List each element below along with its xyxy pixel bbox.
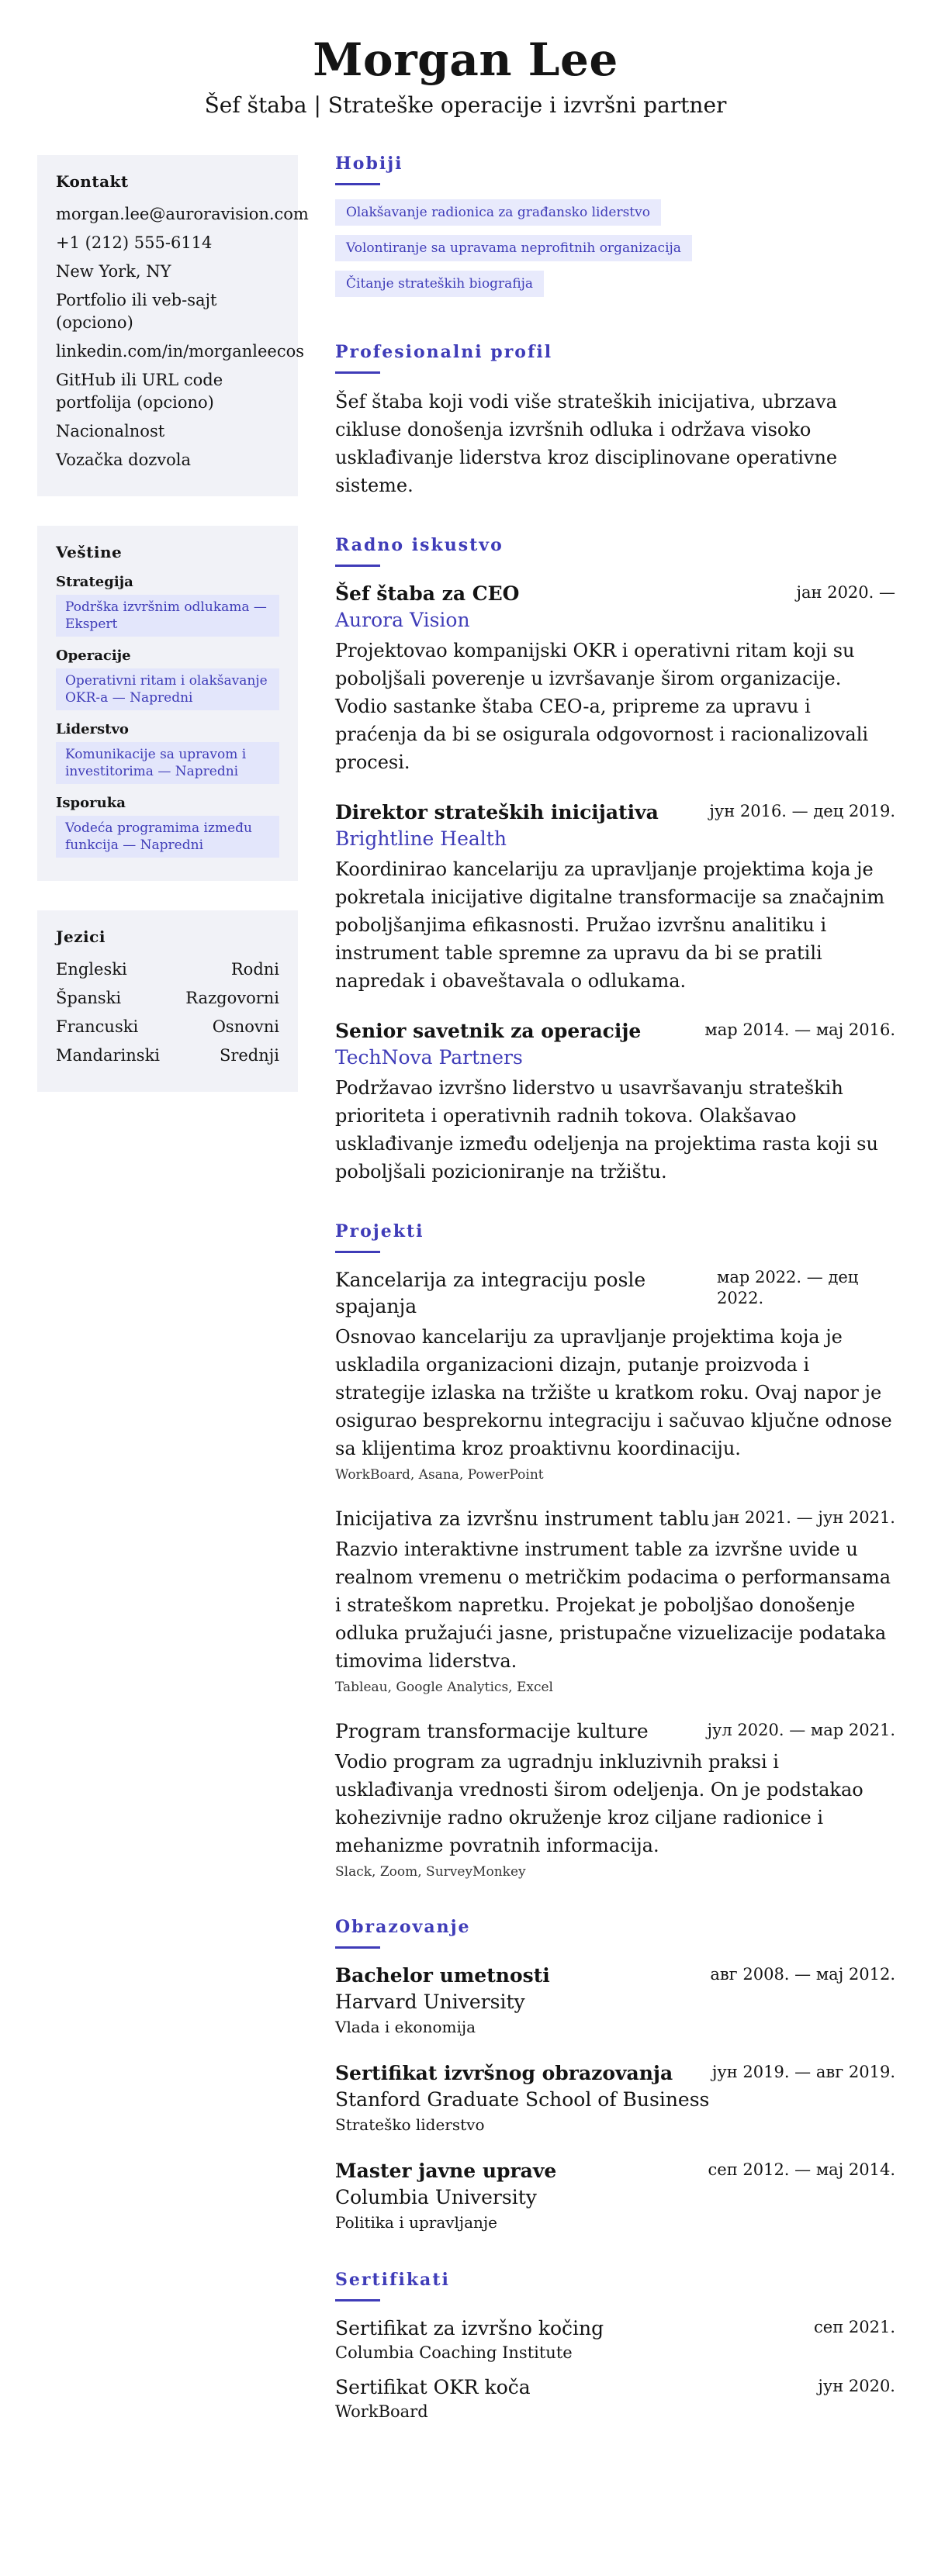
- experience-section: [335, 534, 895, 1186]
- certification-name: Sertifikat OKR koča: [335, 2376, 531, 2398]
- education-date: сеп 2012. — мај 2014.: [708, 2160, 895, 2179]
- section-divider: [335, 183, 380, 185]
- hobby-tag: Čitanje strateških biografija: [335, 271, 544, 297]
- section-divider: [335, 1251, 380, 1253]
- hobbies-section: [335, 152, 895, 306]
- language-level: Srednji: [219, 1046, 279, 1065]
- project-date: јул 2020. — мар 2021.: [707, 1721, 895, 1739]
- skills-title: Veštine: [56, 543, 123, 561]
- skill-group-name: Operacije: [56, 647, 131, 664]
- job-company: TechNova Partners: [335, 1046, 523, 1069]
- education-field: Politika i upravljanje: [335, 2213, 497, 2232]
- certification-date: сеп 2021.: [814, 2318, 895, 2336]
- project-date: мар 2022. — дец 2022.: [717, 1268, 859, 1307]
- project-date: јан 2021. — јун 2021.: [714, 1508, 895, 1527]
- skill-pill: Operativni ritam i olakšavanje OKR-a — Napredni: [56, 668, 279, 710]
- section-divider: [335, 565, 380, 567]
- section-divider: [335, 371, 380, 374]
- section-divider: [335, 1946, 380, 1949]
- education-field: Strateško liderstvo: [335, 2115, 485, 2134]
- experience-title: Radno iskustvo: [335, 535, 504, 555]
- contact-card: [37, 155, 309, 496]
- job-date: јан 2020. —: [796, 583, 895, 602]
- candidate-name: Morgan Lee: [313, 33, 618, 86]
- project-entry: [335, 1718, 895, 1881]
- skill-pill: Komunikacije sa upravom i investitorima — Napredni: [56, 742, 279, 784]
- language-name: Mandarinski: [56, 1046, 161, 1065]
- hobby-tag: Olakšavanje radionica za građansko liderstvo: [335, 199, 661, 226]
- candidate-subtitle: Šef štaba | Strateške operacije i izvršni partner: [204, 92, 727, 118]
- skill-pill: Podrška izvršnim odlukama — Ekspert: [56, 595, 279, 637]
- job-description: Projektovao kompanijski OKR i operativni ritam koji su poboljšali poverenje u izvršavanje širom organizacije. Vodio sastanke štaba CEO-a, pripreme za upravu i praćenja da bi se osigurala odgovornost i racionalizovali procesi.: [335, 640, 869, 773]
- education-section: [335, 1915, 895, 2234]
- project-description: Osnovao kancelariju za upravljanje projektima koja je uskladila organizacioni dizajn, putanje proizvoda i strategije izlaska na tržište u kratkom roku. Ovaj napor je osigurao besprekornu integraciju i sačuvao ključne odnose sa klijentima kroz proaktivnu koordinaciju.: [335, 1326, 892, 1459]
- project-description: Razvio interaktivne instrument table za izvršne uvide u realnom vremenu o metričkim podacima o performansama i strateškom napretku. Projekat je poboljšao donošenje odluka pružajući jasne, pristupačne vizuelizacije podataka timovima liderstva.: [335, 1538, 891, 1672]
- profile-text: Šef štaba koji vodi više strateških inicijativa, ubrzava cikluse donošenja izvršnih odluka i održava visoko usklađivanje liderstva kroz disciplinovane operativne sisteme.: [335, 391, 838, 496]
- education-entry: [335, 1963, 895, 2039]
- education-entry: [335, 2158, 895, 2234]
- certifications-section: [335, 2268, 895, 2422]
- certification-issuer: Columbia Coaching Institute: [335, 2343, 573, 2362]
- job-title: Šef štaba za CEO: [335, 582, 520, 605]
- language-row: [56, 1016, 279, 1038]
- skill-group-name: Strategija: [56, 574, 133, 590]
- job-description: Podržavao izvršno liderstvo u usavršavanju strateških prioriteta i operativnih radnih tokova. Olakšavao usklađivanje između odeljenja na projektima rasta koji su poboljšali pozicioniranje na tržištu.: [335, 1077, 878, 1183]
- education-school: Columbia University: [335, 2186, 537, 2208]
- profile-title: Profesionalni profil: [335, 342, 553, 362]
- languages-card: [37, 910, 298, 1092]
- contact-phone[interactable]: +1 (212) 555-6114: [56, 233, 213, 252]
- certification-issuer: WorkBoard: [335, 2402, 428, 2421]
- education-entry: [335, 2060, 895, 2136]
- project-entry: [335, 1506, 895, 1697]
- contact-linkedin[interactable]: linkedin.com/in/morganleecos: [56, 342, 305, 361]
- language-name: Francuski: [56, 1017, 139, 1036]
- projects-section: [335, 1220, 895, 1881]
- skill-group-name: Isporuka: [56, 795, 126, 811]
- job-entry: [335, 581, 895, 776]
- education-title: Obrazovanje: [335, 1917, 471, 1937]
- contact-portfolio: Portfolio ili veb-sajt (opciono): [56, 291, 217, 332]
- language-level: Rodni: [230, 960, 279, 979]
- certification-entry: [335, 2374, 895, 2422]
- education-field: Vlada i ekonomija: [335, 2018, 476, 2036]
- project-tools: Tableau, Google Analytics, Excel: [335, 1680, 553, 1695]
- contact-driving-license: Vozačka dozvola: [56, 451, 192, 469]
- projects-title: Projekti: [335, 1221, 424, 1241]
- job-entry: [335, 799, 895, 995]
- certifications-title: Sertifikati: [335, 2270, 450, 2290]
- job-entry: [335, 1018, 895, 1186]
- skills-card: [37, 526, 298, 881]
- hobbies-title: Hobiji: [335, 154, 403, 174]
- language-level: Razgovorni: [185, 989, 279, 1007]
- education-date: авг 2008. — мај 2012.: [710, 1965, 895, 1984]
- project-description: Vodio program za ugradnju inkluzivnih praksi i usklađivanja vrednosti širom odeljenja. On je podstakao kohezivnije radno okruženje kroz ciljane radionice i mehanizme povratnih informacija.: [335, 1751, 864, 1856]
- resume-header: [0, 33, 931, 121]
- language-name: Engleski: [56, 960, 127, 979]
- language-row: [56, 958, 279, 981]
- education-date: јун 2019. — авг 2019.: [711, 2063, 895, 2081]
- skill-group-name: Liderstvo: [56, 721, 129, 737]
- contact-github: GitHub ili URL code portfolija (opciono): [56, 371, 223, 412]
- contact-title: Kontakt: [56, 172, 129, 191]
- job-description: Koordinirao kancelariju za upravljanje projektima koja je pokretala inicijative digitalne transformacije sa značajnim poboljšanjima efikasnosti. Pružao izvršnu analitiku i instrument table spremne za upravu da bi se pratili napredak i obaveštavala o odlukama.: [335, 858, 885, 992]
- job-date: јун 2016. — дец 2019.: [709, 802, 895, 820]
- contact-email[interactable]: morgan.lee@auroravision.com: [56, 205, 309, 223]
- skill-pill: Vodeća programima između funkcija — Napredni: [56, 816, 279, 858]
- sidebar: [37, 155, 309, 1121]
- profile-section: [335, 340, 895, 499]
- job-company: Brightline Health: [335, 827, 507, 850]
- contact-location: New York, NY: [56, 262, 171, 281]
- job-title: Direktor strateških inicijativa: [335, 801, 659, 824]
- certification-date: јун 2020.: [818, 2377, 895, 2395]
- main-column: [335, 152, 895, 2457]
- job-title: Senior savetnik za operacije: [335, 1020, 642, 1042]
- project-name: Inicijativa za izvršnu instrument tablu: [335, 1507, 710, 1530]
- language-level: Osnovni: [212, 1017, 279, 1036]
- language-row: [56, 987, 279, 1010]
- education-school: Harvard University: [335, 1991, 525, 2013]
- project-name: Kancelarija za integraciju posle spajanja: [335, 1269, 646, 1317]
- job-date: мар 2014. — мај 2016.: [704, 1020, 895, 1039]
- hobby-tag: Volontiranje sa upravama neprofitnih organizacija: [335, 235, 692, 261]
- education-degree: Bachelor umetnosti: [335, 1964, 550, 1987]
- education-degree: Sertifikat izvršnog obrazovanja: [335, 2062, 673, 2084]
- contact-nationality: Nacionalnost: [56, 422, 165, 440]
- certification-entry: [335, 2315, 895, 2364]
- education-degree: Master javne uprave: [335, 2160, 557, 2182]
- certification-name: Sertifikat za izvršno kočing: [335, 2317, 604, 2339]
- job-company: Aurora Vision: [335, 609, 470, 631]
- language-name: Španski: [56, 989, 122, 1007]
- languages-title: Jezici: [56, 927, 106, 946]
- education-school: Stanford Graduate School of Business: [335, 2088, 710, 2111]
- project-tools: WorkBoard, Asana, PowerPoint: [335, 1467, 544, 1483]
- project-tools: Slack, Zoom, SurveyMonkey: [335, 1864, 526, 1880]
- language-row: [56, 1045, 279, 1067]
- section-divider: [335, 2299, 380, 2301]
- project-entry: [335, 1267, 895, 1484]
- project-name: Program transformacije kulture: [335, 1720, 649, 1742]
